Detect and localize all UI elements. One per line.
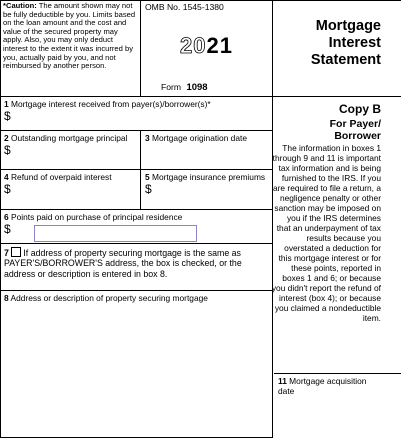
box-2-outstanding-principal	[0, 131, 141, 170]
box-6-dollar: $	[4, 221, 11, 236]
title-line-3: Statement	[310, 52, 381, 68]
tax-year	[141, 33, 272, 59]
box-11-label: 11 Mortgage acquisition date	[278, 376, 367, 396]
year-prefix: 20	[180, 33, 207, 58]
caution-heading: *Caution:	[3, 1, 37, 10]
box-1-mortgage-interest	[0, 97, 273, 131]
box-3-origination-date	[141, 131, 273, 170]
copy-b-notice: The information in boxes 1 through 9 and 11 is important tax information and is being furnished to the IRS. If you are required to file a return, a negligence penalty or other sanction may be imposed on you if the IRS determines that an underpayment of tax results because you overstated a deduction for this mortgage interest or for these points, reported in boxes 1 and 6; or because you didn't report the refund of interest (box 4); or because you claimed a nondeductible item.	[271, 143, 381, 323]
box-5-label: 5 Mortgage insurance premiums	[145, 172, 266, 182]
box-5-dollar: $	[145, 181, 152, 196]
box-2-label: 2 Outstanding mortgage principal	[4, 133, 128, 143]
box-7-number: 7	[4, 248, 9, 258]
box-4-dollar: $	[4, 181, 11, 196]
caution-box	[0, 0, 141, 97]
box-11-acquisition-date	[274, 373, 401, 438]
box-6-input[interactable]	[34, 225, 197, 242]
box-1-label: 1 Mortgage interest received from payer(s)/borrower(s)*	[4, 99, 211, 109]
form-number: 1098	[186, 82, 208, 93]
box-2-dollar: $	[4, 142, 11, 157]
box-6-label: 6 Points paid on purchase of principal residence	[4, 212, 183, 222]
copy-name: Copy B	[339, 102, 381, 116]
box-1-dollar: $	[4, 108, 11, 123]
omb-year-block	[141, 0, 273, 97]
form-label: Form	[161, 82, 182, 92]
box-4-refund-interest	[0, 170, 141, 210]
year-suffix: 21	[206, 33, 233, 58]
box-7-label: If address of property securing mortgage is the same as PAYER'S/BORROWER'S address, the box is checked, or the address or description is entered in box 8.	[4, 248, 242, 279]
box-7-checkbox[interactable]	[11, 247, 21, 257]
box-8-label: 8 Address or description of property securing mortgage	[4, 293, 208, 303]
title-line-1: Mortgage	[315, 18, 381, 34]
copy-for-line-2: Borrower	[334, 129, 381, 142]
omb-number: OMB No. 1545-1380	[145, 2, 224, 12]
title-line-2: Interest	[328, 35, 381, 51]
box-3-label: 3 Mortgage origination date	[145, 133, 247, 143]
box-7-text	[4, 247, 268, 279]
box-7-same-address	[0, 244, 273, 291]
form-title	[273, 0, 401, 97]
copy-b-panel	[271, 97, 401, 373]
form-id	[161, 82, 208, 93]
copy-for-line-1: For Payer/	[329, 118, 381, 130]
box-5-insurance-premiums	[141, 170, 273, 210]
box-4-label: 4 Refund of overpaid interest	[4, 172, 112, 182]
caution-text: The amount shown may not be fully deductible by you. Limits based on the loan amount and the cost and value of the secured property may apply. Also, you may only deduct interest to the extent it was incurred by you, actually paid by you, and not reimbursed by another person.	[3, 1, 136, 71]
box-8-property-address	[0, 291, 273, 438]
